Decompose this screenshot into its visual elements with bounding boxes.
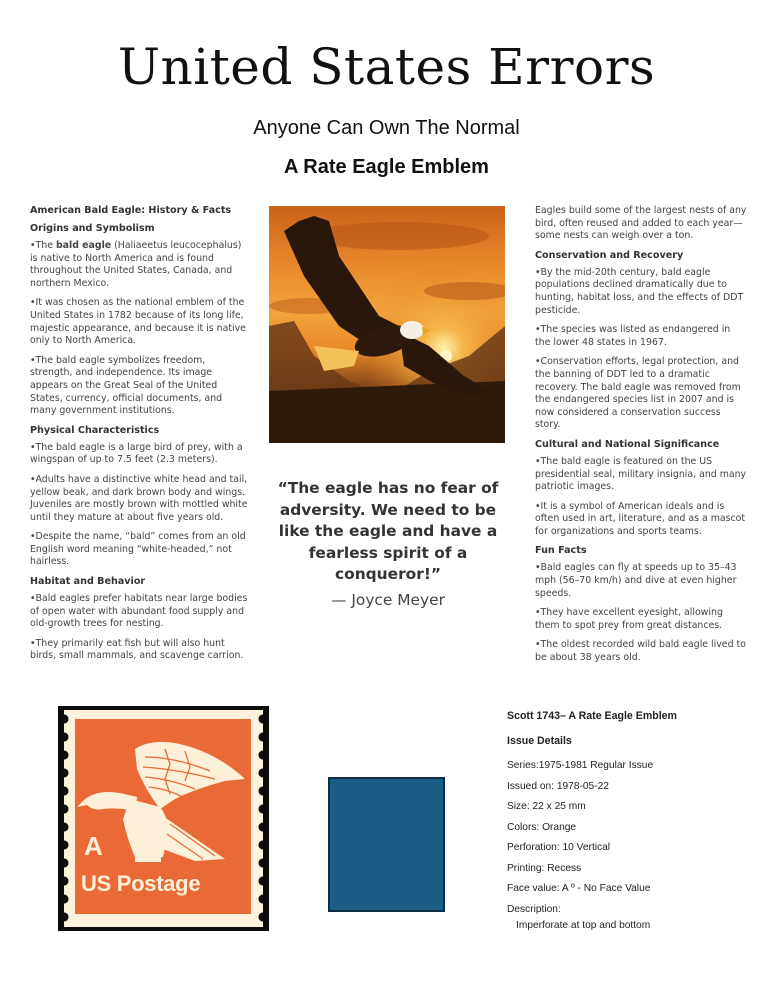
paragraph: •Conservation efforts, legal protection, and the banning of DDT led to a dramatic recovery. The bald eagle was removed from the endangered species list in 2007 and is now considered a conservation success story. [535, 356, 741, 431]
page-title: United States Errors [117, 38, 656, 96]
page-subtitle: Anyone Can Own The Normal [253, 117, 520, 139]
detail-face-value: Face value: A º - No Face Value [507, 883, 651, 894]
quote-text: “The eagle has no fear of adversity. We need to be like the eagle and have a fearless spirit of a conqueror!” [277, 479, 499, 583]
stamp-perforations-right [257, 710, 269, 927]
paragraph: •The bald eagle symbolizes freedom, strength, and independence. Its image appears on the Great Seal of the United States, currency, official documents, and many government institutions. [30, 354, 223, 417]
detail-description-label: Description: [507, 903, 561, 915]
detail-colors: Colors: Orange [507, 821, 577, 833]
paragraph: •The oldest recorded wild bald eagle lived to be about 38 years old. [535, 639, 746, 664]
paragraph-text: (Haliaeetus leucocephalus) is native to North America and is found throughout the United States, Canada, and northern Mexico. [30, 240, 242, 289]
stamp-denomination: A [84, 831, 103, 861]
right-column [535, 205, 747, 672]
section-heading-origins: Origins and Symbolism [30, 223, 155, 234]
paragraph: •They have excellent eyesight, allowing them to spot prey from great distances. [535, 607, 723, 631]
detail-description: Imperforate at top and bottom [516, 919, 651, 931]
stamp-inscription: US Postage [81, 871, 201, 896]
detail-series: Series:1975-1981 Regular Issue [507, 760, 654, 771]
eagle-photo [269, 206, 505, 443]
stamp-image [58, 706, 269, 931]
section-heading-cultural: Cultural and National Significance [535, 438, 720, 450]
eagle-sunset-illustration [269, 206, 505, 443]
paragraph: •It was chosen as the national emblem of the United States in 1782 because of its long life, majestic appearance, and because it is native only to North America. [30, 297, 246, 347]
section-heading-conservation: Conservation and Recovery [535, 249, 684, 261]
detail-issued-on: Issued on: 1978-05-22 [507, 780, 609, 792]
details-subheading: Issue Details [507, 735, 572, 747]
left-column [30, 205, 248, 670]
paragraph: •The species was listed as endangered in the lower 48 states in 1967. [535, 324, 731, 348]
quote-author: — Joyce Meyer [331, 591, 445, 609]
paragraph: •Despite the name, “bald” comes from an old English word meaning “white-headed,” not hairless. [30, 531, 246, 568]
detail-size: Size: 22 x 25 mm [507, 801, 586, 812]
detail-perforation: Perforation: 10 Vertical [507, 842, 611, 853]
intro-paragraph: Eagles build some of the largest nests of any bird, often reused and added to each year—some nests can weigh over a ton. [535, 205, 747, 242]
paragraph: •Bald eagles can fly at speeds up to 35–43 mph (56–70 km/h) and dive at even higher speeds. [535, 562, 737, 599]
paragraph: •It is a symbol of American ideals and is often used in art, literature, and as a mascot for organizations and sports teams. [535, 500, 746, 537]
emblem-heading: A Rate Eagle Emblem [284, 156, 489, 178]
issue-details [507, 710, 747, 932]
stamp-perforations-left [58, 710, 70, 927]
paragraph-prefix: •The [30, 240, 56, 251]
details-title: Scott 1743– A Rate Eagle Emblem [507, 710, 677, 722]
paragraph: •Adults have a distinctive white head and tail, yellow beak, and dark brown body and wings. Juveniles are mostly brown with mottled white until they mature at about five years old. [30, 473, 248, 523]
section-heading-fun-facts: Fun Facts [535, 545, 587, 557]
paragraph: •Bald eagles prefer habitats near large bodies of open water with abundant food supply and old-growth trees for nesting. [30, 593, 248, 630]
bold-term: bald eagle [55, 240, 112, 251]
paragraph: •By the mid-20th century, bald eagle populations declined dramatically due to hunting, habitat loss, and the effects of DDT pesticide. [535, 266, 744, 316]
paragraph [30, 240, 248, 290]
article-heading: American Bald Eagle: History & Facts [30, 205, 232, 216]
paragraph: •They primarily eat fish but will also hunt birds, small mammals, and scavenge carrion. [30, 637, 244, 662]
section-heading-physical: Physical Characteristics [30, 424, 160, 436]
paragraph: •The bald eagle is featured on the US presidential seal, military insignia, and many patriotic images. [535, 455, 747, 493]
stamp-face [75, 719, 251, 914]
color-swatch [328, 777, 445, 912]
detail-printing: Printing: Recess [507, 862, 582, 874]
paragraph: •The bald eagle is a large bird of prey, with a wingspan of up to 7.5 feet (2.3 meters). [30, 441, 243, 466]
section-heading-habitat: Habitat and Behavior [30, 576, 146, 588]
